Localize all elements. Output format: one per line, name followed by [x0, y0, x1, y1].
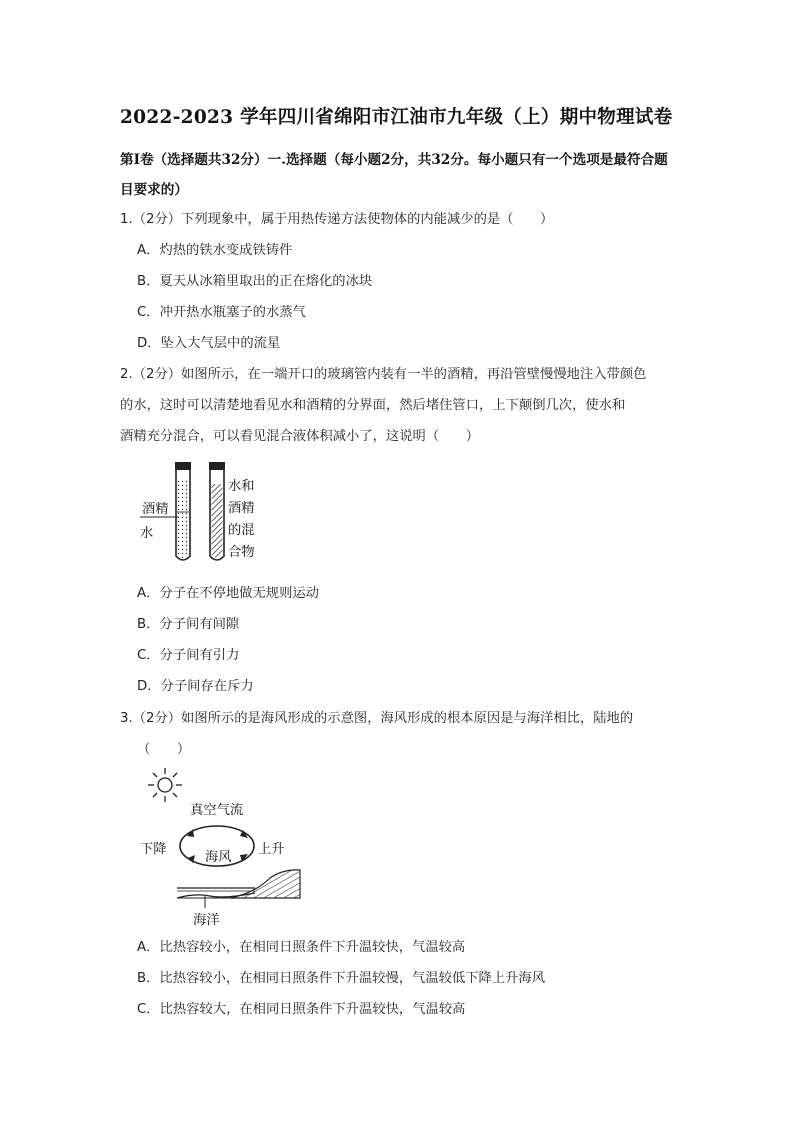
- q1-option-c: C．冲开热水瓶塞子的水蒸气: [137, 305, 306, 320]
- q3-option-b: B．比热容较小，在相同日照条件下升温较慢，气温较低下降上升海风: [137, 971, 546, 986]
- ocean-label: 海洋: [193, 913, 220, 928]
- sun-icon: [145, 765, 185, 805]
- ascend-label: 上升: [258, 842, 285, 857]
- mixture-label-line: 酒精: [228, 501, 255, 516]
- water-pointer-line: [140, 515, 180, 519]
- q3-stem-line: 3.（2分）如图所示的是海风形成的示意图，海风形成的根本原因是与海洋相比，陆地的: [120, 711, 634, 726]
- q1-option-d: D．坠入大气层中的流星: [137, 336, 281, 351]
- q3-stem-line: （ ）: [137, 742, 191, 757]
- right-test-tube: [209, 462, 225, 560]
- q1-option-a: A．灼热的铁水变成铁铸件: [137, 243, 293, 258]
- q3-option-a: A．比热容较小，在相同日照条件下升温较快，气温较高: [137, 940, 466, 955]
- q2-stem-line: 2.（2分）如图所示，在一端开口的玻璃管内装有一半的酒精，再沿管壁慢慢地注入带颜色: [120, 367, 647, 382]
- q2-option-a: A．分子在不停地做无规则运动: [137, 586, 319, 601]
- section-header: 第Ⅰ卷（选择题共32分）一.选择题（每小题2分，共32分。每小题只有一个选项是最符合题目要求的）: [120, 152, 668, 198]
- left-test-tube: [175, 462, 191, 560]
- mixture-label-line: 的混: [228, 523, 255, 538]
- airflow-label: 真空气流: [190, 803, 244, 818]
- water-label: 水: [140, 526, 154, 541]
- sea-breeze-label: 海风: [205, 850, 232, 865]
- exam-title: 2022-2023 学年四川省绵阳市江油市九年级（上）期中物理试卷: [120, 107, 673, 128]
- q2-stem-line: 酒精充分混合，可以看见混合液体积减小了，这说明（ ）: [120, 429, 480, 444]
- q2-option-c: C．分子间有引力: [137, 648, 240, 663]
- q1-stem-line: 1.（2分）下列现象中，属于用热传递方法使物体的内能减少的是（ ）: [120, 212, 554, 227]
- mixture-label-line: 合物: [228, 545, 255, 560]
- q2-stem-line: 的水，这时可以清楚地看见水和酒精的分界面，然后堵住管口，上下颠倒几次，使水和: [120, 398, 626, 413]
- alcohol-label: 酒精: [142, 502, 169, 517]
- descend-label: 下降: [140, 842, 167, 857]
- q1-option-b: B．夏天从冰箱里取出的正在熔化的冰块: [137, 274, 373, 289]
- q2-option-b: B．分子间有间隙: [137, 617, 240, 632]
- mixture-label-line: 水和: [228, 479, 255, 494]
- q3-option-c: C．比热容较大，在相同日照条件下升温较快，气温较高: [137, 1002, 466, 1017]
- ocean-land-figure: [175, 868, 305, 908]
- q2-option-d: D．分子间存在斥力: [137, 679, 254, 694]
